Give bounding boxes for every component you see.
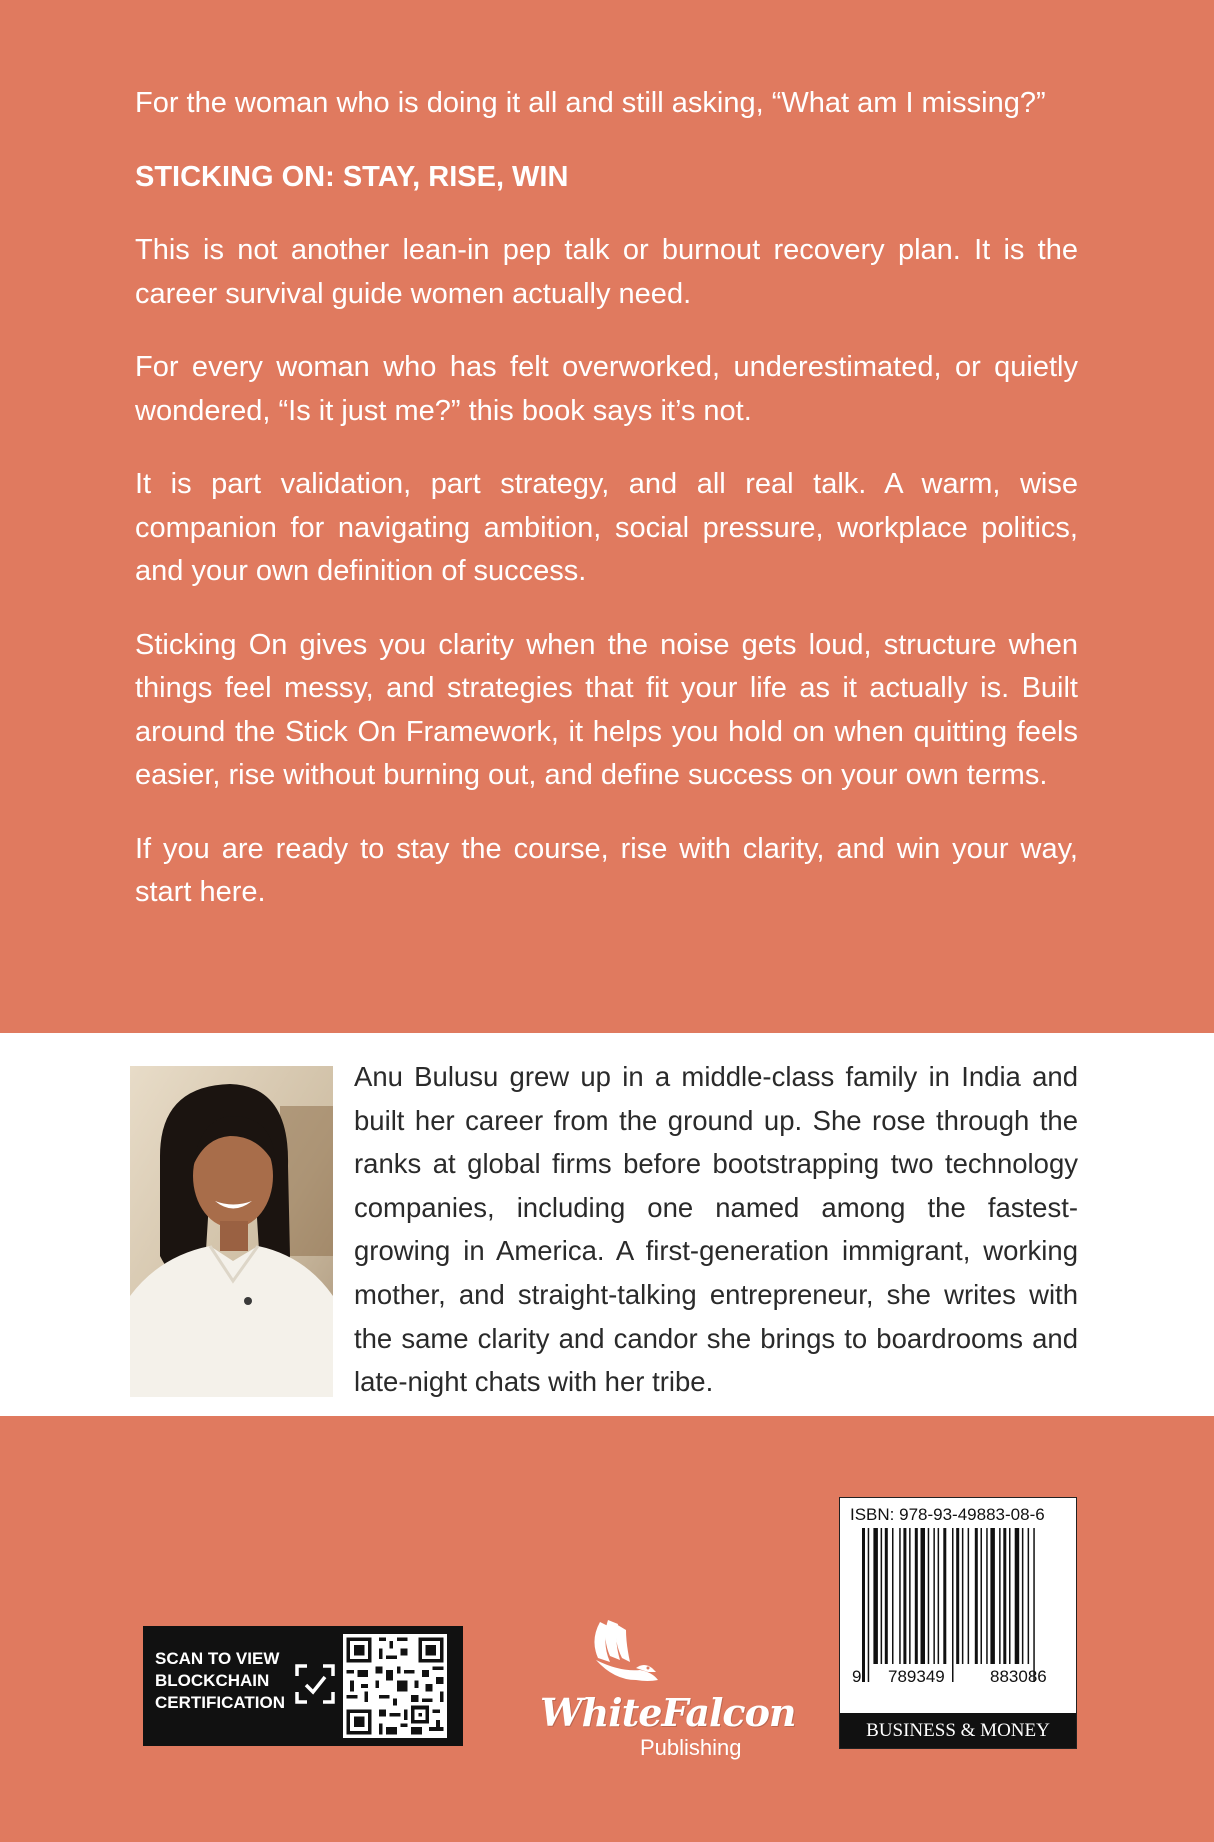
barcode-bar [938,1528,940,1664]
barcode-bar [1015,1528,1020,1664]
barcode-bar [956,1528,959,1664]
barcode-icon [854,1528,1062,1688]
qr-caption-line-2: BLOCKCHAIN [155,1671,270,1690]
barcode-bar [986,1528,988,1664]
barcode-bar [903,1528,906,1664]
barcode-group-1: 789349 [888,1667,945,1686]
barcode-bar [909,1528,911,1664]
barcode-bar [915,1528,918,1664]
barcode-bar [962,1528,964,1664]
blurb-paragraph-2: For every woman who has felt overworked, underestimated, or quietly wondered, “Is it just me?” this book says it’s not. [135,351,1078,427]
barcode-bar [1009,1528,1011,1664]
barcode-bar [921,1528,926,1664]
qr-code[interactable] [343,1634,447,1738]
barcode-bar [892,1528,894,1664]
qr-caption-line-3: CERTIFICATION [155,1693,286,1712]
book-title-heading: STICKING ON: STAY, RISE, WIN [135,160,569,193]
barcode-bar [975,1528,978,1664]
blurb-intro: For the woman who is doing it all and still asking, “What am I missing?” [135,87,1046,119]
isbn-label: ISBN: 978-93-49883-08-6 [850,1505,1045,1524]
barcode-bar [999,1528,1001,1664]
isbn-barcode-box [839,1497,1077,1749]
barcode-bar [1028,1528,1030,1664]
barcode-bar [1022,1528,1024,1664]
blockchain-qr-badge[interactable] [143,1626,463,1746]
qr-caption-line-1: SCAN TO VIEW [155,1649,280,1668]
scan-check-icon [295,1664,335,1704]
barcode-group-2: 883086 [990,1667,1047,1686]
barcode-bar [1033,1528,1035,1682]
barcode-bar [873,1528,878,1664]
publisher-name: WhiteFalcon [540,1690,796,1735]
publisher-logo [540,1610,796,1760]
barcode-bar [1003,1528,1006,1664]
barcode-bar [968,1528,970,1664]
barcode-bar [952,1528,954,1682]
barcode-bar [990,1528,995,1664]
barcode-bar [868,1528,870,1682]
barcode-bar [899,1528,901,1664]
barcode-bar [881,1528,883,1664]
blurb-paragraph-5: If you are ready to stay the course, rise with clarity, and win your way, start here. [135,832,1078,908]
barcode-digit-first: 9 [852,1667,862,1686]
barcode-bar [981,1528,983,1664]
blurb-text [135,82,1078,945]
qr-caption [155,1648,290,1714]
author-bio: Anu Bulusu grew up in a middle-class family in India and built her career from the ground up. She rose through the ranks at global firms before bootstrapping two technology companies, including one named among the fastest-growing in America. A first-generation immigrant, working mother, and straight-talking entrepreneur, she writes with the same clarity and candor she brings to boardrooms and late-night chats with her tribe. [354,1061,1078,1398]
barcode-bar [862,1528,865,1682]
blurb-paragraph-3: It is part validation, part strategy, and all real talk. A warm, wise companion for navigating ambition, social pressure, workplace politics, and your own definition of success. [135,468,1078,587]
barcode-bar [933,1528,935,1664]
author-photo [130,1066,333,1397]
blurb-paragraph-4: Sticking On gives you clarity when the noise gets loud, structure when things feel messy, and strategies that fit your life as it actually is. Built around the Stick On Framework, it helps you hold on when quitting feels easier, rise without burning out, and define success on your own terms. [135,628,1078,791]
category-label: BUSINESS & MONEY [840,1713,1076,1748]
barcode-bar [943,1528,946,1664]
falcon-icon [540,1610,760,1700]
blurb-paragraph-1: This is not another lean-in pep talk or burnout recovery plan. It is the career survival guide women actually need. [135,234,1078,310]
barcode-bar [885,1528,888,1664]
barcode-bar [928,1528,930,1664]
publisher-sub: Publishing [640,1735,742,1760]
